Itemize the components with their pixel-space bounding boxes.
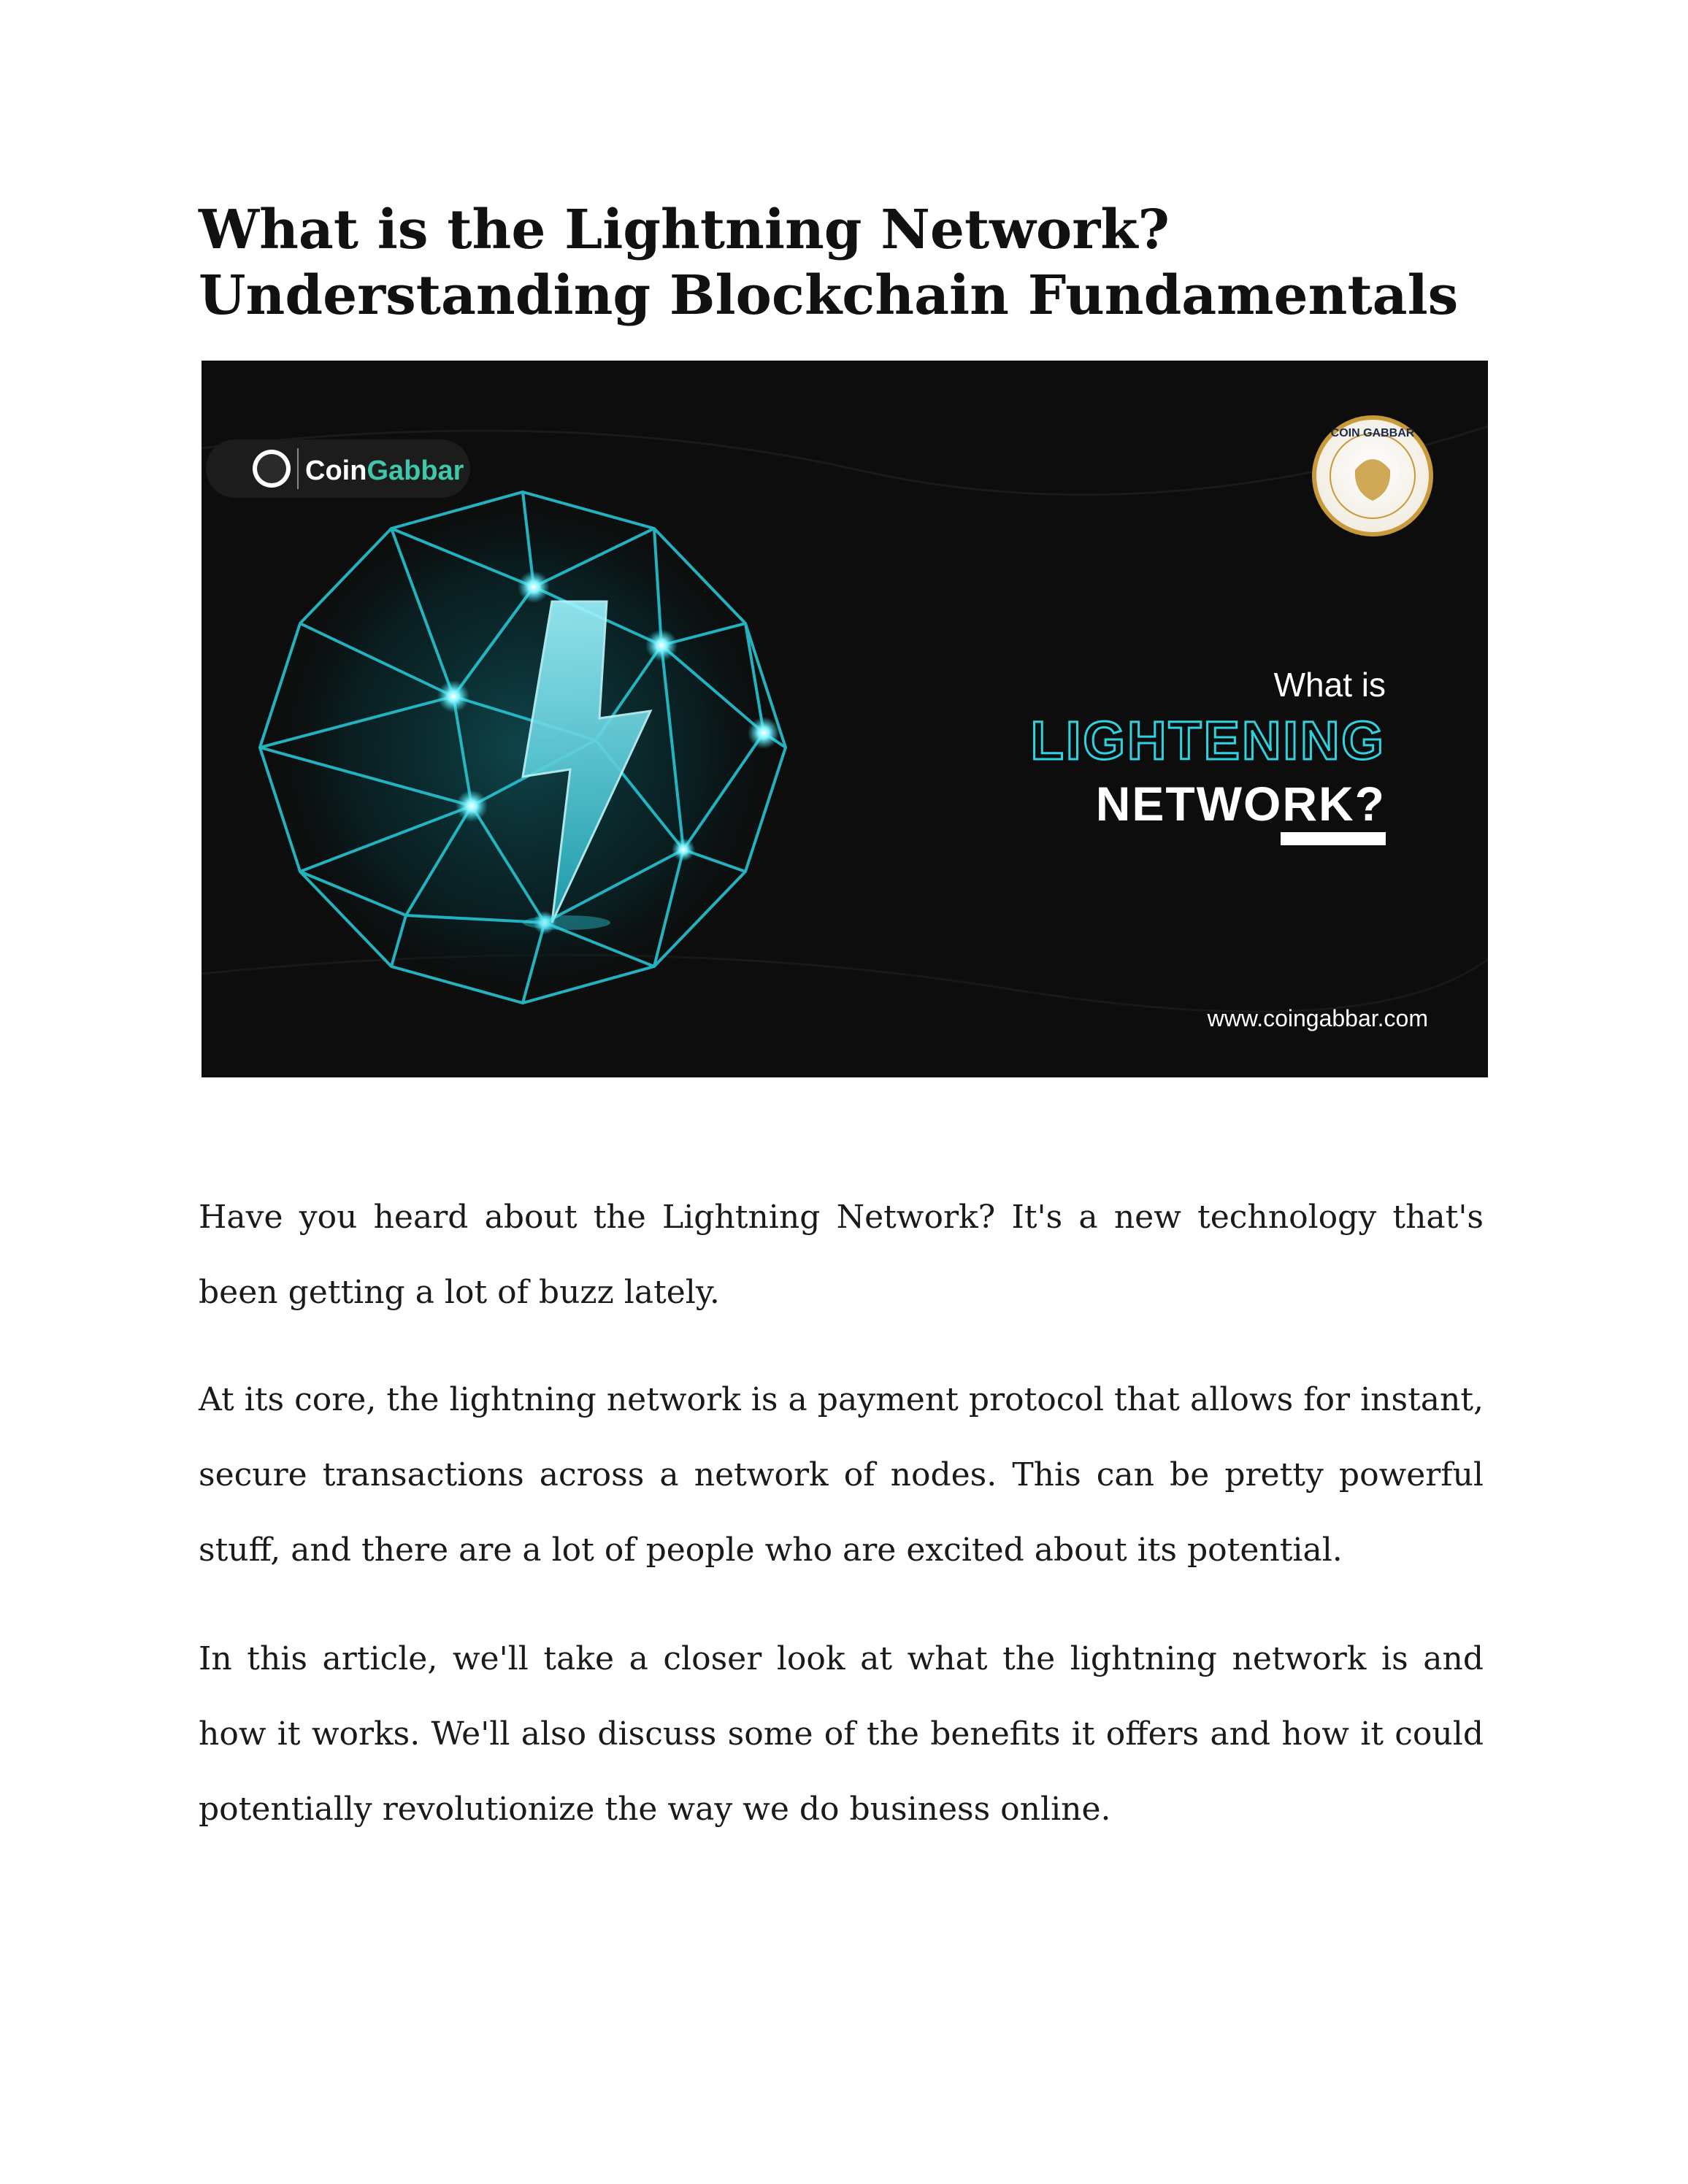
headline-sub: NETWORK?	[1095, 777, 1386, 831]
headline-small: What is	[1273, 666, 1386, 704]
brand-name-part2: Gabbar	[367, 455, 464, 486]
headline-big: LIGHTENING	[1030, 710, 1386, 771]
hero-banner-image	[202, 361, 1488, 1077]
article-title: What is the Lightning Network? Understanding Blockchain Fundamentals	[199, 199, 1459, 327]
svg-text:CoinGabbar	[305, 455, 464, 486]
seal-text: COIN GABBAR	[1330, 427, 1415, 439]
headline-underline	[1281, 832, 1386, 845]
paragraph-article-scope: In this article, we'll take a closer look at what the lightning network is and how it works. We'll also discuss some of the benefits it offers and how it could potentially revolutionize the way we do business online.	[199, 1640, 1484, 1828]
brand-name-part1: Coin	[305, 455, 367, 486]
coin-gabbar-seal	[1314, 418, 1431, 534]
paragraph-intro: Have you heard about the Lightning Network? It's a new technology that's been getting a lot of buzz lately.	[199, 1199, 1484, 1311]
paragraph-core: At its core, the lightning network is a payment protocol that allows for instant, secure transactions across a network of nodes. This can be pretty powerful stuff, and there are a lot of people who are excited about its potential.	[199, 1381, 1484, 1569]
coingabbar-logo	[206, 439, 470, 498]
banner-url: www.coingabbar.com	[1207, 1005, 1428, 1031]
lightning-globe-illustration	[260, 485, 786, 1010]
